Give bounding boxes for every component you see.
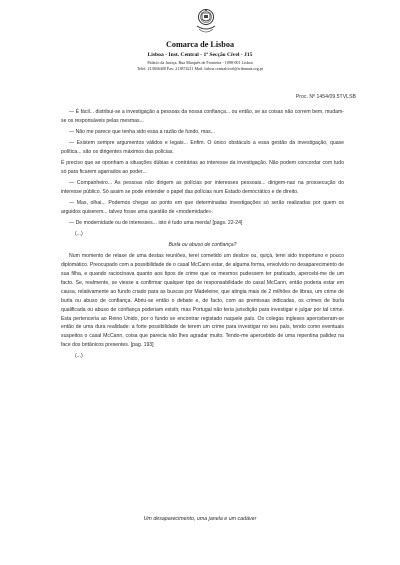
paragraph: — Não me parece que tenha sido essa a razão de fundo, mas... bbox=[69, 129, 216, 135]
closing-title: Um desaparecimento, uma janela e um cadáver bbox=[143, 516, 257, 522]
court-name: Comarca de Lisboa bbox=[165, 40, 235, 49]
court-address: Palácio da Justiça, Rua Marquês de Fronteira - 1098-001 Lisboa bbox=[147, 60, 253, 65]
paragraph: — É fácil... distribui-se a investigação a pessoas da nossa confiança... ou então, se as coisas não correm bem, mudam-se os responsáveis pelas mesmas... bbox=[61, 109, 344, 124]
ellipsis: (...) bbox=[75, 353, 83, 360]
ellipsis: (...) bbox=[75, 231, 83, 238]
paragraph: — Existem sempre argumentos válidos e legais... Enfim. O único obstáculo a essa gestão da investigação, quase política... são os dirigentes máximos das polícias. bbox=[61, 140, 344, 155]
section-title: Burla ou abuso de confiança? bbox=[168, 242, 237, 249]
court-instance: Lisboa - Inst. Central - 1ª Secção Cível - J15 bbox=[147, 52, 253, 58]
section-paragraph: Num momento de relaxe de uma destas reuniões, terei cometido um deslize ou, quiçá, terei sido inoportuno e pouco diplomático. Preocupado com a possibilidade de o casal McCann estar, de alguma forma, envolvido no desaparecimento de sua filha, e quando raciocinava quanto aos tipos de crime que os mesmos pudessem ter praticado, apercebi-me de um facto. Se, realmente, se viesse a confirmar qualquer tipo de responsabilidade do casal McCann, então poderia estar em causa, relativamente ao fundo criado para as buscas por Madeleine, que atingia mais de 2 milhões de libras, um crime de burla ou abuso de confiança. Abriu-se então o debate e, de facto, com as premissas indicadas, os crimes de burla qualificada ou abuso de confiança poderiam existir, mas Portugal não teria jurisdição para investigar e julgar por tal crime. Esta pertenceria ao Reino Unido, por o fundo se encontrar registado naquele país. Os colegas ingleses aperceberam-se então de uma dura realidade: a forte possibilidade de terem um crime para investigar no seu país, tendo como eventuais suspeitos o casal McCann, coisa que parecia não lhes agradar muito. Tendo-me apercebido de uma repentina palidez na face dos britânicos presentes. [pag. 193] bbox=[61, 253, 344, 349]
document-body bbox=[61, 108, 344, 363]
court-contacts: Telef: 213846400 Fax: 213874211 Mail: lisboa.centralcivel@tribunais.org.pt bbox=[136, 66, 264, 71]
paragraph: — De modernidade ou de interesses... isto é tudo uma merda! [pags. 22-24] bbox=[69, 220, 243, 227]
process-number: Proc. Nº 1454/09.5TVLSB bbox=[295, 94, 356, 100]
paragraph: É preciso que se oponham a situações dúbias e contrárias ao interesse da investigação. Não podem concordar com tudo só para ficarem agarrados ao poder... bbox=[61, 160, 344, 175]
paragraph: — Mas, olhai... Podemos chegar ao ponto em que determinadas investigações só serão realizadas por quem os arguidos quiserem... talvez fosse uma questão de «modernidade». bbox=[61, 200, 344, 215]
paragraph: — Companheiro... As pessoas não dirigem as polícias por interesses pessoais... dirigem-nas na prossecução do interesse público. Só assim se pode entender o papel das polícias num Estado democrático e de direito. bbox=[61, 180, 344, 195]
coat-of-arms-icon bbox=[194, 8, 218, 38]
